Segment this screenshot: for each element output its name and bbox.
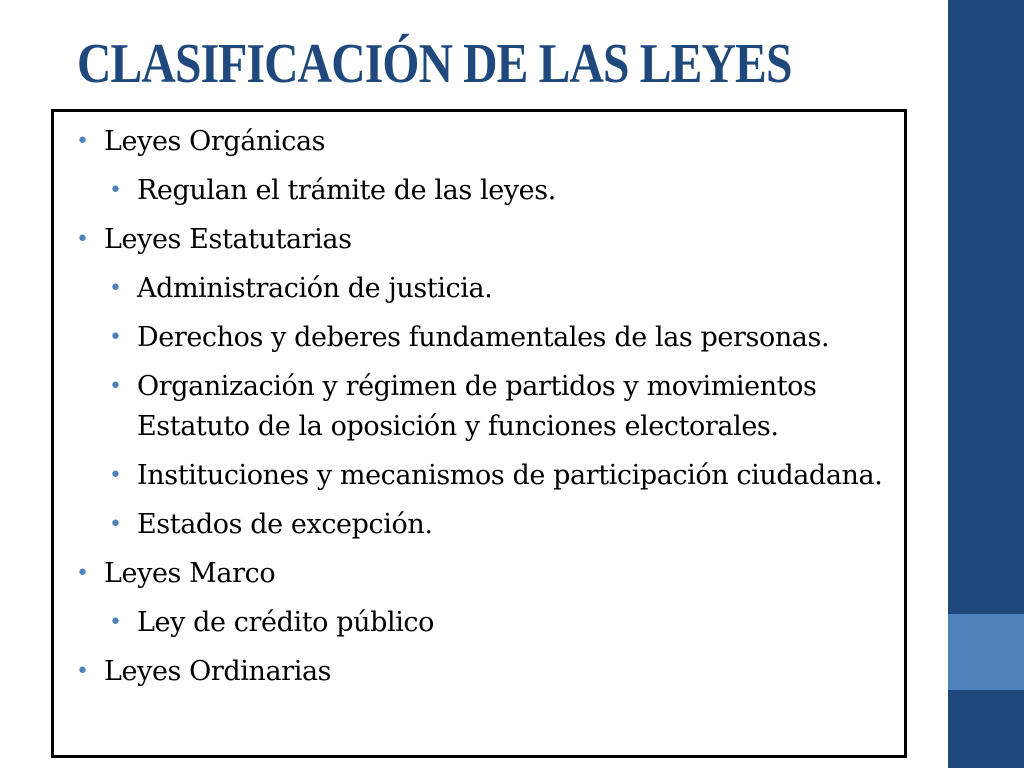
bullet-text: Instituciones y mecanismos de participación ciudadana.: [137, 460, 883, 491]
bullet-item-estados-excepcion: [72, 505, 892, 545]
slide-title: CLASIFICACIÓN DE LAS LEYES: [77, 33, 792, 95]
bullet-icon: •: [109, 610, 122, 635]
right-side-bar-accent: [948, 614, 1024, 690]
bullet-text: Derechos y deberes fundamentales de las personas.: [137, 322, 830, 353]
bullet-item-administracion-justicia: [72, 269, 892, 309]
bullet-text: Leyes Ordinarias: [104, 656, 332, 687]
bullet-item-credito-publico: [72, 603, 892, 643]
bullet-icon: •: [76, 561, 89, 586]
bullet-text: Regulan el trámite de las leyes.: [137, 175, 556, 206]
bullet-icon: •: [109, 512, 122, 537]
bullet-item-derechos-deberes: [72, 318, 892, 358]
bullet-icon: •: [76, 227, 89, 252]
bullet-text: Leyes Orgánicas: [104, 126, 326, 157]
bullet-icon: •: [109, 325, 122, 350]
bullet-item-instituciones-participacion: [72, 456, 892, 496]
bullet-icon: •: [76, 659, 89, 684]
bullet-text: Ley de crédito público: [137, 607, 435, 638]
bullet-icon: •: [109, 178, 122, 203]
content-box: [51, 109, 907, 758]
bullet-text: Administración de justicia.: [137, 273, 493, 304]
bullet-icon: •: [109, 374, 122, 399]
bullet-icon: •: [76, 129, 89, 154]
bullet-item-regulan-tramite: [72, 171, 892, 211]
bullet-icon: •: [109, 276, 122, 301]
bullet-text: Organización y régimen de partidos y movimientos Estatuto de la oposición y funciones electorales.: [137, 371, 817, 442]
bullet-text: Leyes Marco: [104, 558, 276, 589]
bullet-item-organizacion-partidos: [72, 367, 892, 447]
bullet-item-leyes-organicas: [72, 122, 892, 162]
bullet-list: [72, 122, 892, 701]
bullet-item-leyes-estatutarias: [72, 220, 892, 260]
bullet-item-leyes-marco: [72, 554, 892, 594]
bullet-item-leyes-ordinarias: [72, 652, 892, 692]
bullet-icon: •: [109, 463, 122, 488]
bullet-text: Leyes Estatutarias: [104, 224, 352, 255]
bullet-text: Estados de excepción.: [137, 509, 433, 540]
